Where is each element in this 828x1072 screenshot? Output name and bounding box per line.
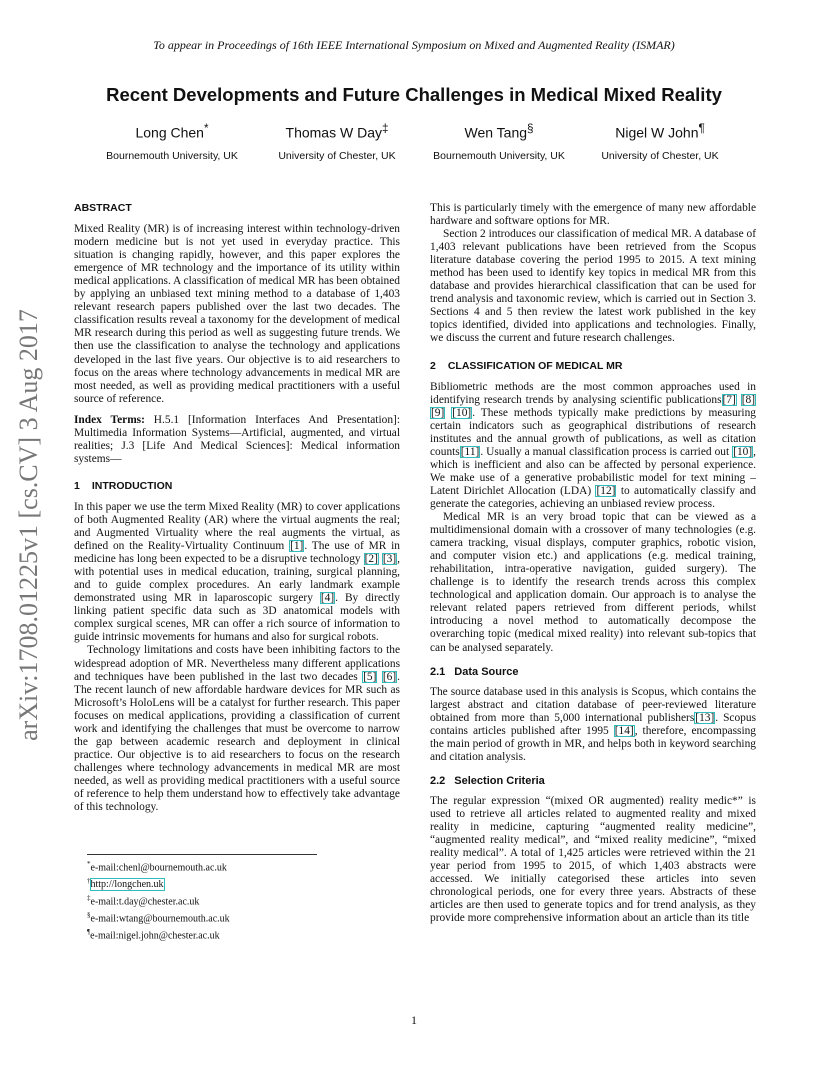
body-paragraph: This is particularly timely with the emergence of many new affordable hardware and software options for MR.: [430, 202, 756, 228]
body-paragraph: The source database used in this analysis is Scopus, which contains the largest abstract and citation database of peer-reviewed literature obtained from more than 5,000 international publishers[13]. Scopus contains articles published after 1995 [14], therefore, encompassing the main period of growth in MR, and helps both in keyword searching and citation analysis.: [430, 685, 757, 763]
venue-line: To appear in Proceedings of 16th IEEE International Symposium on Mixed and Augmented Reality (ISMAR): [153, 38, 675, 52]
index-terms-label: Index Terms:: [74, 413, 145, 426]
author-affiliation: University of Chester, UK: [278, 149, 396, 162]
section-heading: 2 CLASSIFICATION OF MEDICAL MR: [430, 359, 623, 372]
citation-link[interactable]: [12]: [596, 484, 616, 497]
arxiv-id: arXiv:1708.01225v1 [cs.CV] 3 Aug 2017: [14, 309, 43, 741]
citation-link[interactable]: [3]: [382, 553, 397, 566]
right-column: [430, 202, 756, 925]
footnote: ¶e-mail:nigel.john@chester.ac.uk: [87, 928, 220, 942]
citation-link[interactable]: [10]: [733, 445, 753, 458]
author-name: Thomas W Day‡: [285, 122, 389, 141]
subsection-heading: 2.2 Selection Criteria: [430, 774, 545, 787]
footnote: §e-mail:wtang@bournemouth.ac.uk: [87, 911, 230, 925]
footnote: †http://longchen.uk: [87, 877, 164, 891]
body-paragraph: The regular expression “(mixed OR augmented) reality medic*” is used to retrieve all articles related to augmented reality and mixed reality in medicine, capturing “augmented reality medicine”, “augmented reality medical”, and “mixed reality medicine”, “mixed reality medical”. A total of 1,425 articles were retrieved within the 21 year period from 1995 to 2015, of which 1,403 abstracts were accessed. We initially categorised these articles into seven chronological periods, one for every three years. Abstracts of these articles are then used to generate topics and for trend analysis, as they provide more comprehensive information about an article than its title: [430, 794, 756, 925]
abstract-text: Mixed Reality (MR) is of increasing interest within technology-driven modern medicine but is not yet used in everyday practice. This situation is changing rapidly, however, and this paper explores the emergence of MR technology and the importance of its utility within medical applications. A classification of medical MR has been obtained by applying an unbiased text mining method to a database of 1,403 relevant research papers published over the last two decades. The classification results reveal a taxonomy for the development of medical MR research during this period as well as suggesting future trends. We then use the classification to analyse the technology and applications developed in the last five years. Our objective is to aid researchers to focus on the areas where technology advancements in medical MR are most needed, as well as providing medical practitioners with a useful source of reference.: [74, 223, 400, 405]
homepage-link[interactable]: http://longchen.uk: [90, 879, 164, 891]
subsection-heading: 2.1 Data Source: [430, 665, 519, 678]
footnote-rule: [87, 854, 317, 855]
citation-link[interactable]: [14]: [614, 724, 634, 737]
citation-link[interactable]: [2]: [364, 553, 378, 566]
author-name: Nigel W John¶: [615, 122, 705, 141]
citation-link[interactable]: [5]: [363, 670, 377, 683]
intro-paragraph: In this paper we use the term Mixed Reality (MR) to cover applications of both Augmented Reality (AR) where the virtual augments the real; and Augmented Virtuality where the real augments the virtual, as defined on the Reality-Virtuality Continuum [1]. The use of MR in medicine has long been expected to be a disruptive technology [2] [3], with potential uses in medical education, training, surgical planning, and to guide complex procedures. An early landmark example demonstrated using MR in laparoscopic surgery [4]. By directly linking patient specific data such as 3D anatomical models with complex surgical scenes, MR can offer a rich source of information to guide intrinsic movements for humans and also for surgical robots.: [74, 500, 400, 644]
body-paragraph: Section 2 introduces our classification of medical MR. A database of 1,403 relevant publications have been retrieved from the Scopus literature database covering the period 1995 to 2015. A text mining method has been used to identify key topics in medical MR from this database and provides hierarchical classification that can be used for trend analysis and taxonomic review, which is carried out in Section 3. Sections 4 and 5 then review the latest work published in the key topics identified, divided into applications and technologies. Finally, we discuss the current and future research challenges.: [430, 228, 756, 345]
citation-link[interactable]: [6]: [382, 670, 397, 683]
author-name: Wen Tang§: [464, 122, 534, 141]
author-affiliation: University of Chester, UK: [601, 149, 719, 162]
footnotes: [87, 858, 387, 943]
footnote: ‡e-mail:t.day@chester.ac.uk: [87, 894, 200, 908]
citation-link[interactable]: [9]: [431, 406, 445, 419]
page-number: 1: [411, 1013, 417, 1027]
citation-link[interactable]: [1]: [290, 540, 304, 553]
left-column: [74, 202, 400, 814]
author-block: [247, 122, 427, 162]
author-block: [570, 122, 750, 162]
citation-link[interactable]: [8]: [741, 393, 755, 406]
author-affiliation: Bournemouth University, UK: [106, 149, 238, 162]
section-heading: 1 INTRODUCTION: [74, 479, 173, 492]
citation-link[interactable]: [13]: [695, 711, 715, 724]
author-block: [409, 122, 589, 162]
abstract-heading: ABSTRACT: [74, 202, 132, 214]
citation-link[interactable]: [10]: [452, 406, 472, 419]
body-paragraph: Bibliometric methods are the most common approaches used in identifying research trends by analysing scientific publications[7] [8] [9] [10]. These methods typically make predictions by measuring certain indicators such as geographical distributions of research institutes and the annual growth of publications, as well as citation counts[11]. Usually a manual classification process is carried out [10], which is inefficient and also can be affected by personal experience. We make use of a generative probabilistic model for text mining – Latent Dirichlet Allocation (LDA) [12] to automatically classify and generate the categories, achieving an unbiased review process.: [430, 380, 757, 510]
author-block: [82, 122, 262, 162]
footnote: *e-mail:chenl@bournemouth.ac.uk: [87, 860, 227, 874]
intro-paragraph: Technology limitations and costs have been inhibiting factors to the widespread adoption of MR. Nevertheless many different applications and techniques have been published in the last two decades [5] [6]. The recent launch of new affordable hardware devices for MR such as Microsoft’s HoloLens will be a catalyst for further research. This paper focuses on medical applications, providing a classification of current work and identifying the challenges that must be overcome to narrow the gap between academic research and deployment in clinical practice. Our objective is to aid researchers to focus on the research challenges where technology advancements in medical MR are most needed, as well as providing medical practitioners with a useful source of reference to help them understand how to effectively take advantage of this technology.: [74, 644, 400, 814]
body-paragraph: Medical MR is an very broad topic that can be viewed as a multidimensional domain with a crossover of many technologies (e.g. camera tracking, visual displays, computer graphics, robotic vision, and computer vision etc.) and applications (e.g. medical training, rehabilitation, intra-operative navigation, guided surgery). The challenge is to identify the research trends across this complex technological and application domain. Our approach is to analyse the relevant related papers retrieved from different periods, whilst introducing a novel method to automatically decompose the overarching topic (medical mixed reality) into relevant sub-topics that can be analysed separately.: [430, 511, 756, 654]
citation-link[interactable]: [4]: [320, 592, 335, 605]
paper-title: Recent Developments and Future Challenges in Medical Mixed Reality: [106, 84, 722, 105]
author-name: Long Chen*: [135, 122, 209, 141]
citation-link[interactable]: [7]: [722, 393, 736, 406]
author-affiliation: Bournemouth University, UK: [433, 149, 565, 162]
citation-link[interactable]: [11]: [460, 445, 480, 458]
index-terms: Index Terms: H.5.1 [Information Interfaces And Presentation]: Multimedia Information Systems—Artificial, augmented, and virtual realities; J.3 [Life And Medical Sciences]: Medical information systems—: [74, 413, 400, 465]
arxiv-sidebar: [6, 290, 52, 760]
